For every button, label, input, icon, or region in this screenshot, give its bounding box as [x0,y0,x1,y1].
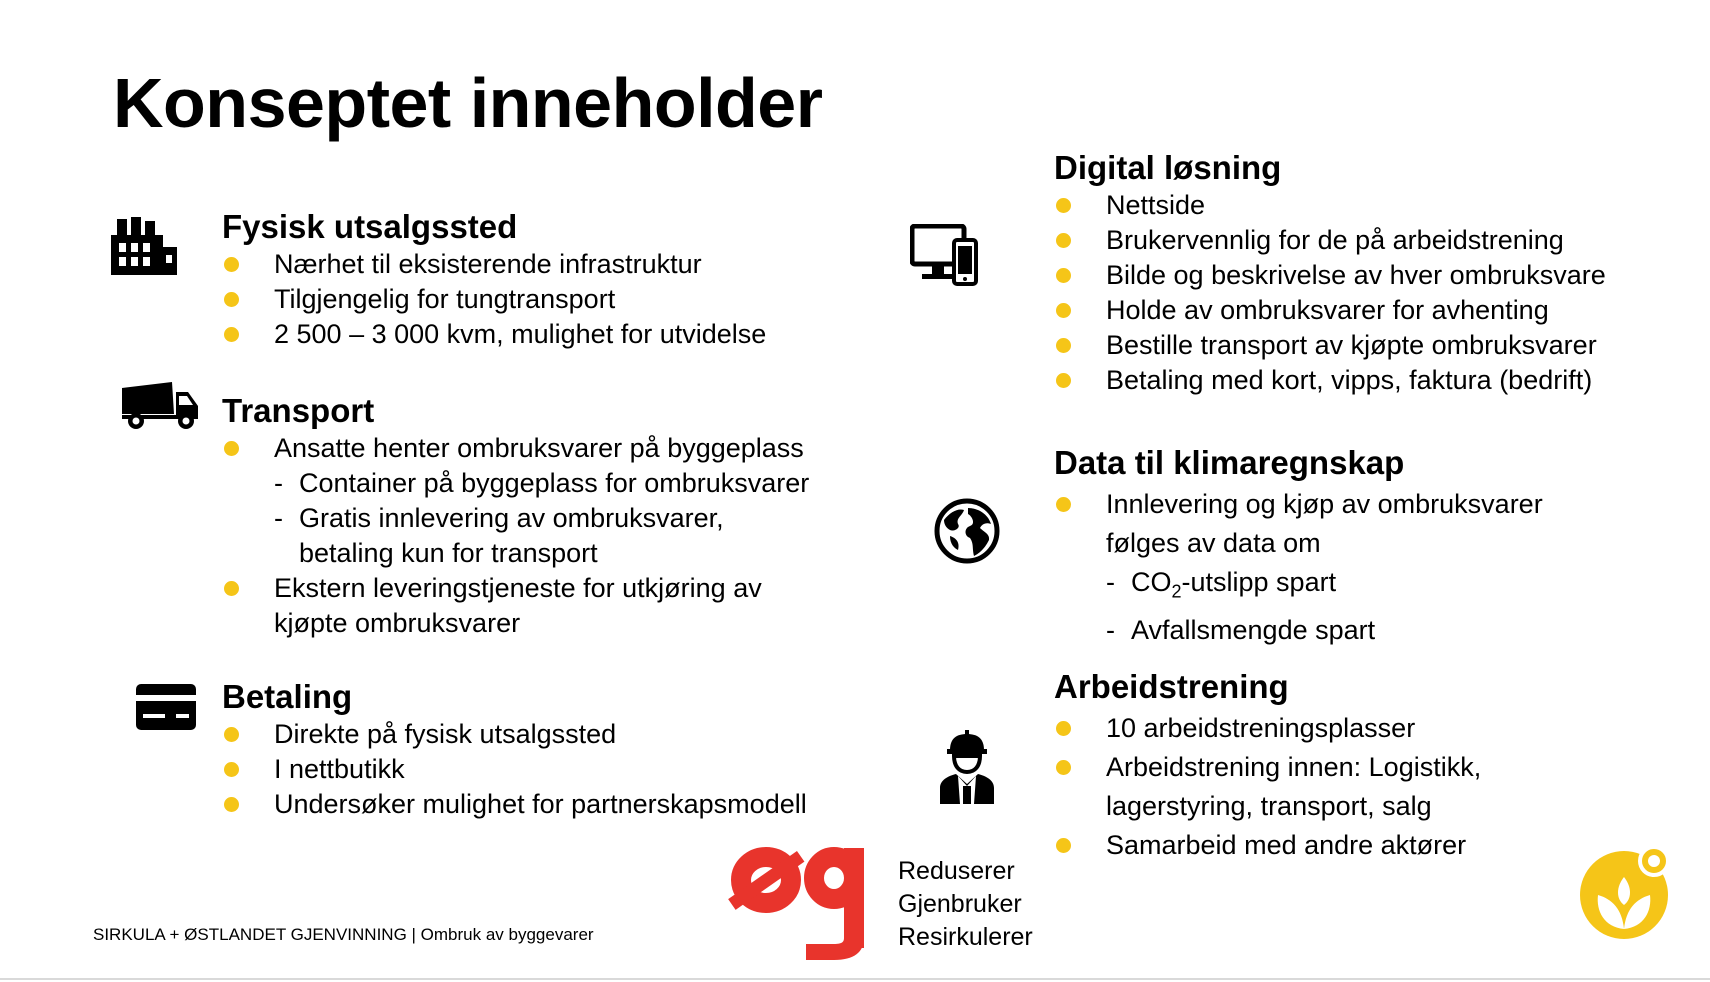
sub-list-item: - Gratis innlevering av ombruksvarer, betaling kun for transport [274,503,724,568]
section-heading: Data til klimaregnskap [1054,444,1405,481]
section-arbeidstrening [1054,667,1481,865]
section-betaling [222,677,807,822]
worker-icon [938,730,996,804]
list-item: Holde av ombruksvarer for avhenting [1106,293,1606,328]
page-title: Konseptet inneholder [113,64,823,142]
factory-icon [107,213,181,275]
list-item: Direkte på fysisk utsalgssted [274,717,807,752]
list-item: Nettside [1106,188,1606,223]
tagline-line: Reduserer [898,857,1015,885]
og-logo [728,840,878,962]
section-fysisk-utsalgssted [222,207,766,352]
bottom-divider [0,978,1710,980]
truck-icon [120,382,200,430]
tagline [898,855,1033,954]
tagline-line: Gjenbruker [898,890,1022,918]
devices-icon [910,224,978,286]
globe-icon [934,498,1000,564]
list-item: Bestille transport av kjøpte ombruksvarer [1106,328,1606,363]
sub-list-item: - Container på byggeplass for ombruksvarer [274,468,810,498]
credit-card-icon [136,684,196,730]
list-item: Nærhet til eksisterende infrastruktur [274,247,766,282]
section-heading: Betaling [222,678,353,715]
list-item: Ansatte henter ombruksvarer på byggeplass [274,431,809,466]
list-item: Samarbeid med andre aktører [1106,826,1481,865]
list-item: Ekstern leveringstjeneste for utkjøring av kjøpte ombruksvarer [274,571,809,641]
list-item: Innlevering og kjøp av ombruksvarer følges av data om [1106,485,1543,563]
list-item: Tilgjengelig for tungtransport [274,282,766,317]
list-item: I nettbutikk [274,752,807,787]
section-heading: Fysisk utsalgssted [222,208,518,245]
list-item: Arbeidstrening innen: Logistikk, lagerstyring, transport, salg [1106,748,1481,826]
list-item: 2 500 – 3 000 kvm, mulighet for utvidelse [274,317,766,352]
section-klimaregnskap [1054,443,1543,650]
sub-list-item: - Avfallsmengde spart [1106,615,1376,646]
section-transport [222,391,809,641]
sprout-badge-icon [1578,843,1674,941]
list-item: 10 arbeidstreningsplasser [1106,709,1481,748]
list-item: Undersøker mulighet for partnerskapsmodell [274,787,807,822]
tagline-line: Resirkulerer [898,923,1033,951]
list-item: Bilde og beskrivelse av hver ombruksvare [1106,258,1606,293]
section-heading: Digital løsning [1054,149,1282,186]
section-digital-losning [1054,148,1606,398]
sub-list-item: - $CO_2$-utslipp spart [1106,567,1337,602]
section-heading: Transport [222,392,375,429]
list-item: Brukervennlig for de på arbeidstrening [1106,223,1606,258]
footer-text: SIRKULA + ØSTLANDET GJENVINNING | Ombruk av byggevarer [93,925,594,944]
section-heading: Arbeidstrening [1054,668,1289,705]
list-item: Betaling med kort, vipps, faktura (bedrift) [1106,363,1606,398]
